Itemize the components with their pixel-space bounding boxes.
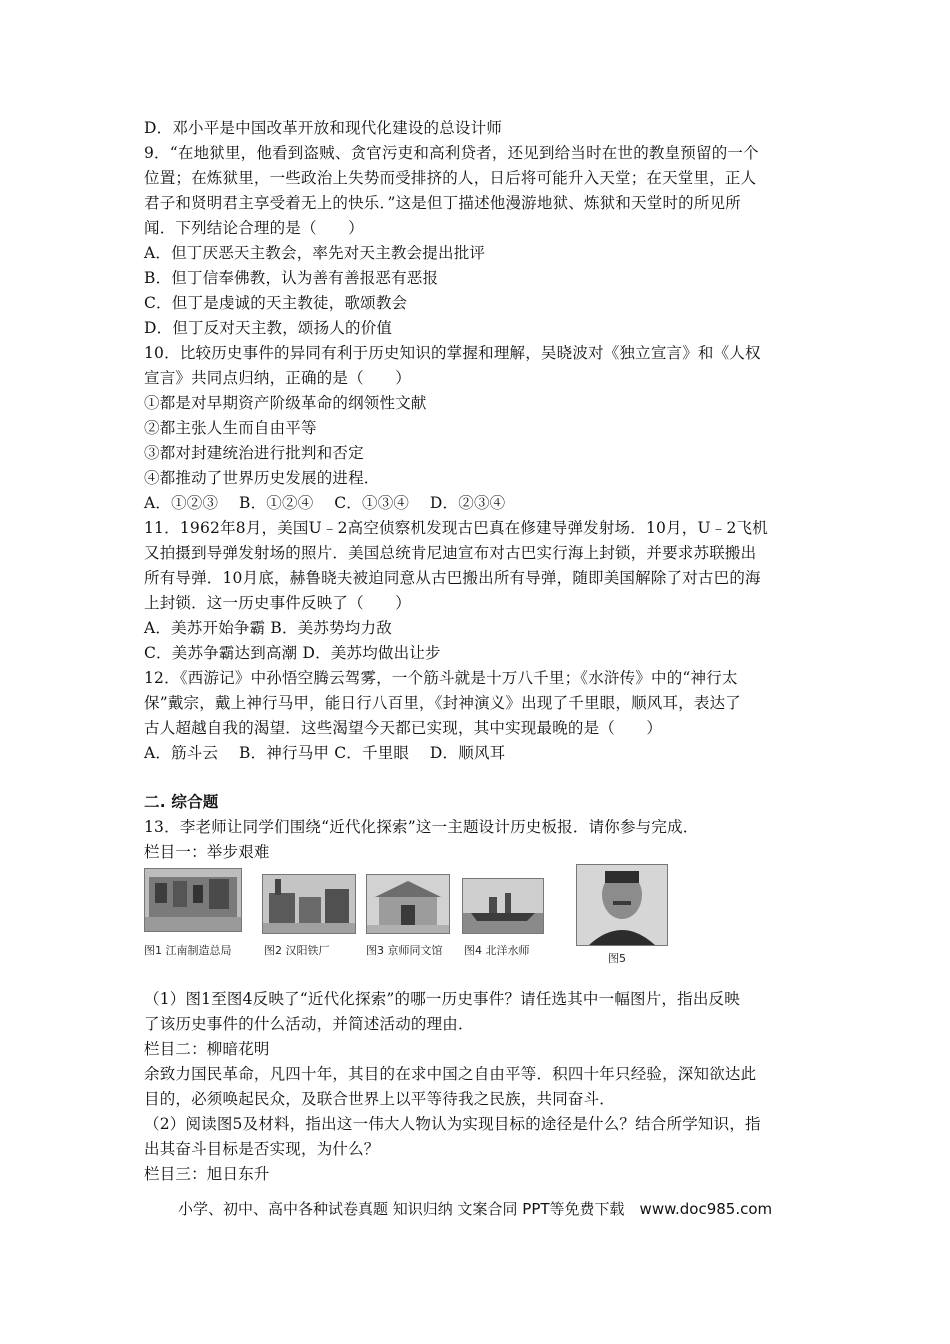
option-line: D．邓小平是中国改革开放和现代化建设的总设计师: [144, 119, 503, 137]
question-11-text: 又拍摄到导弹发射场的照片．美国总统肯尼迪宣布对古巴实行海上封锁，并要求苏联搬出: [144, 544, 757, 562]
option-line: A．美苏开始争霸 B．美苏势均力敌: [144, 619, 392, 637]
question-10-text: 10．比较历史事件的异同有利于历史知识的掌握和理解，吴晓波对《独立宣言》和《人权: [144, 344, 761, 362]
sub-question-1: （1）图1至图4反映了“近代化探索”的哪一历史事件？请任选其中一幅图片，指出反映: [144, 990, 740, 1008]
statement-line: ②都主张人生而自由平等: [144, 419, 317, 437]
statement-line: ④都推动了世界历史发展的进程．: [144, 469, 380, 487]
question-13-text: 13．李老师让同学们围绕“近代化探索”这一主题设计历史板报．请你参与完成．: [144, 818, 699, 836]
figure-caption: 图2 汉阳铁厂: [264, 944, 330, 957]
question-9-text: 位置；在炼狱里，一些政治上失势而受排挤的人，日后将可能升入天堂；在天堂里，正人: [144, 169, 757, 187]
column-heading: 栏目三：旭日东升: [144, 1165, 270, 1183]
option-line: C．但丁是虔诚的天主教徒，歌颂教会: [144, 294, 408, 312]
building-photo-icon: [366, 874, 450, 934]
question-12-text: 12．《西游记》中孙悟空腾云驾雾，一个筋斗就是十万八千里；《水浒传》中的“神行太: [144, 669, 738, 687]
figure-strip: [144, 864, 684, 964]
question-11-text: 上封锁．这一历史事件反映了（ ）: [144, 594, 411, 612]
option-line: A．筋斗云 B．神行马甲 C．千里眼 D．顺风耳: [144, 744, 506, 762]
navy-photo-icon: [462, 878, 544, 934]
material-text: 余致力国民革命，凡四十年，其目的在求中国之自由平等．积四十年只经验，深知欲达此: [144, 1065, 757, 1083]
option-line: D．但丁反对天主教，颂扬人的价值: [144, 319, 393, 337]
question-9-text: 9．“在地狱里，他看到盗贼、贪官污吏和高利贷者，还见到给当时在世的教皇预留的一个: [144, 144, 759, 162]
material-text: 目的，必须唤起民众，及联合世界上以平等待我之民族，共同奋斗．: [144, 1090, 616, 1108]
statement-line: ③都对封建统治进行批判和否定: [144, 444, 364, 462]
factory-photo-icon: [144, 868, 242, 932]
figure-caption: 图1 江南制造总局: [144, 944, 232, 957]
option-line: A．但丁厌恶天主教会，率先对天主教会提出批评: [144, 244, 486, 262]
column-heading: 栏目一：举步艰难: [144, 843, 270, 861]
question-11-text: 11．1962年8月，美国U﹣2高空侦察机发现古巴真在修建导弹发射场．10月，U﹣2飞机: [144, 519, 768, 537]
question-9-text: 闻．下列结论合理的是（ ）: [144, 219, 364, 237]
sub-question-2: 出其奋斗目标是否实现，为什么？: [144, 1140, 380, 1158]
page-footer: 小学、初中、高中各种试卷真题 知识归纳 文案合同 PPT等免费下载 www.doc985.com: [178, 1200, 773, 1218]
column-heading: 栏目二：柳暗花明: [144, 1040, 270, 1058]
figure-caption: 图5: [608, 952, 626, 965]
sub-question-1: 了该历史事件的什么活动，并简述活动的理由．: [144, 1015, 474, 1033]
question-11-text: 所有导弹．10月底，赫鲁晓夫被迫同意从古巴搬出所有导弹，随即美国解除了对古巴的海: [144, 569, 761, 587]
figure-caption: 图3 京师同文馆: [366, 944, 443, 957]
sub-question-2: （2）阅读图5及材料，指出这一伟大人物认为实现目标的途径是什么？结合所学知识，指: [144, 1115, 761, 1133]
section-title: 二. 综合题: [144, 793, 219, 811]
statement-line: ①都是对早期资产阶级革命的纲领性文献: [144, 394, 427, 412]
option-line: B．但丁信奉佛教，认为善有善报恶有恶报: [144, 269, 439, 287]
ironworks-photo-icon: [262, 874, 356, 934]
question-9-text: 君子和贤明君主享受着无上的快乐．”这是但丁描述他漫游地狱、炼狱和天堂时的所见所: [144, 194, 741, 212]
question-12-text: 保”戴宗，戴上神行马甲，能日行八百里，《封神演义》出现了千里眼，顺风耳，表达了: [144, 694, 741, 712]
question-10-text: 宣言》共同点归纳，正确的是（ ）: [144, 369, 411, 387]
portrait-photo-icon: [576, 864, 668, 946]
option-line: A．①②③ B．①②④ C．①③④ D．②③④: [144, 494, 506, 512]
question-12-text: 古人超越自我的渴望．这些渴望今天都已实现，其中实现最晚的是（ ）: [144, 719, 663, 737]
option-line: C．美苏争霸达到高潮 D．美苏均做出让步: [144, 644, 441, 662]
figure-caption: 图4 北洋水师: [464, 944, 530, 957]
